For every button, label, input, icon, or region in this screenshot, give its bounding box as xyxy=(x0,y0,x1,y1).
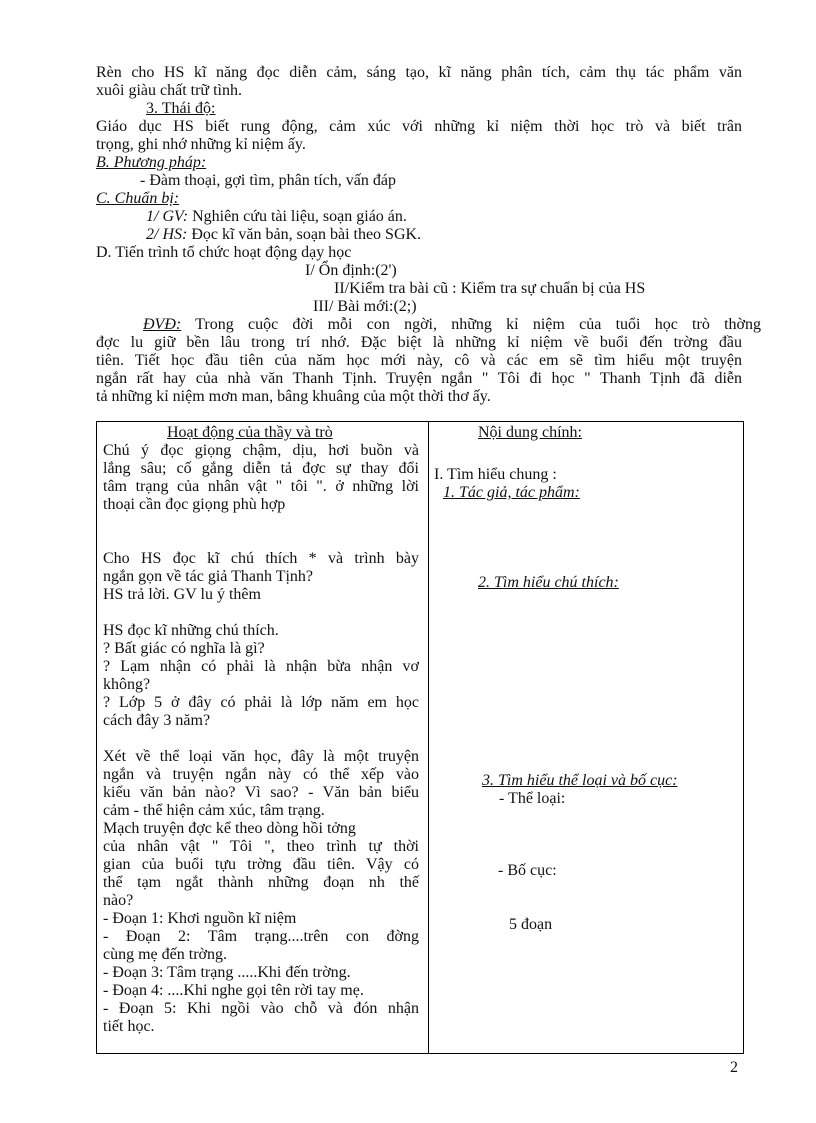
dvd-line: tả những kỉ niệm mơn man, bâng khuâng của một thời thơ ấy. xyxy=(96,388,491,405)
left-line: ? Bất giác có nghĩa là gì? xyxy=(103,640,265,657)
left-line: Xét về thể loại văn học, đây là một truyện xyxy=(103,748,419,765)
attitude-heading: 3. Thái độ: xyxy=(146,100,216,117)
step-check-old-lesson: II/Kiểm tra bài cũ : Kiểm tra sự chuẩn bị của HS xyxy=(334,280,646,297)
table-divider xyxy=(428,421,429,1054)
left-line: - Đoạn 4: ....Khi nghe gọi tên rời tay mẹ. xyxy=(103,982,364,999)
prep-gv-text: Nghiên cứu tài liệu, soạn giáo án. xyxy=(188,208,407,225)
left-line: - Đoạn 3: Tâm trạng .....Khi đến trờng. xyxy=(103,964,351,981)
left-line: không? xyxy=(103,676,151,693)
left-line: HS đọc kĩ những chú thích. xyxy=(103,622,279,639)
skill-line: xuôi giàu chất trữ tình. xyxy=(96,82,242,99)
prep-hs-text: Đọc kĩ văn bản, soạn bài theo SGK. xyxy=(187,226,422,243)
left-line: kiểu văn bản nào? Vì sao? - Văn bản biểu xyxy=(103,784,419,801)
right-column-header: Nội dung chính: xyxy=(478,424,582,441)
right-sub-author-work: 1. Tác giả, tác phẩm: xyxy=(443,484,580,501)
skill-line: Rèn cho HS kĩ năng đọc diễn cảm, sáng tạo, kĩ năng phân tích, cảm thụ tác phẩm văn xyxy=(96,64,742,81)
process-heading: D. Tiến trình tổ chức hoạt động dạy học xyxy=(96,244,352,261)
method-heading: B. Phương pháp: xyxy=(96,154,207,171)
left-line: - Đoạn 2: Tâm trạng....trên con đờng xyxy=(103,928,419,945)
left-line: gian của buổi tựu trờng đầu tiên. Vậy có xyxy=(103,856,419,873)
left-line: lắng sâu; cố gắng diễn tả đợc sự thay đổi xyxy=(103,460,419,477)
left-line: cùng mẹ đến trờng. xyxy=(103,946,227,963)
prep-gv xyxy=(146,208,407,226)
left-line: - Đoạn 5: Khi ngồi vào chỗ và đón nhận xyxy=(103,1000,419,1017)
left-line: thoại cần đọc giọng phù hợp xyxy=(103,496,286,513)
dvd-line xyxy=(143,316,761,334)
dvd-line: đợc lu giữ bền lâu trong trí nhớ. Đặc biệt là những kỉ niệm về buổi đến trờng đầu xyxy=(96,334,742,351)
left-line: HS trả lời. GV lu ý thêm xyxy=(103,586,261,603)
left-column-header: Hoạt động của thầy và trò xyxy=(167,424,333,441)
right-parts: 5 đoạn xyxy=(509,916,553,933)
left-line: tiết học. xyxy=(103,1018,155,1035)
left-line: Cho HS đọc kĩ chú thích * và trình bày xyxy=(103,550,419,567)
page-number: 2 xyxy=(730,1059,738,1076)
left-line: tâm trạng của nhân vật " tôi ". ở những lời xyxy=(103,478,419,495)
left-line: cảm - thể hiện cảm xúc, tâm trạng. xyxy=(103,802,325,819)
left-line: ngắn và truyện ngắn này có thể xếp vào xyxy=(103,766,419,783)
left-line: của nhân vật " Tôi ", theo trình tự thời xyxy=(103,838,419,855)
attitude-line: Giáo dục HS biết rung động, cảm xúc với những kỉ niệm thời học trò và biết trân xyxy=(96,118,742,135)
attitude-line: trọng, ghi nhớ những kỉ niệm ấy. xyxy=(96,136,306,153)
left-line: nào? xyxy=(103,892,134,909)
left-line: ? Lạm nhận có phải là nhận bừa nhận vơ xyxy=(103,658,419,675)
right-section-general: I. Tìm hiểu chung : xyxy=(434,466,557,483)
step-new-lesson: III/ Bài mới:(2;) xyxy=(313,298,417,315)
prep-heading: C. Chuẩn bị: xyxy=(96,190,180,207)
left-line: cách đây 3 năm? xyxy=(103,712,211,729)
right-layout: - Bố cục: xyxy=(498,862,557,879)
dvd-label: ĐVĐ: xyxy=(143,316,182,333)
left-line: ? Lớp 5 ở đây có phải là lớp năm em học xyxy=(103,694,419,711)
left-column xyxy=(103,442,419,1042)
right-sub-genre-structure: 3. Tìm hiểu thể loại và bố cục: xyxy=(482,772,678,789)
dvd-line: ngắn rất hay của nhà văn Thanh Tịnh. Truyện ngắn " Tôi đi học " Thanh Tịnh đã diễn xyxy=(96,370,742,387)
step-stabilize: I/ Ổn định:(2') xyxy=(305,262,397,279)
left-line: ngắn gọn về tác giả Thanh Tịnh? xyxy=(103,568,314,585)
dvd-line: tiên. Tiết học đầu tiên của năm học mới này, cô và các em sẽ tìm hiểu một truyện xyxy=(96,352,742,369)
dvd-text: Trong cuộc đời mỗi con ngời, những kỉ niệm của tuổi học trò thờng xyxy=(181,316,761,333)
left-line: Chú ý đọc giọng chậm, dịu, hơi buồn và xyxy=(103,442,419,459)
left-line: thể tạm ngắt thành những đoạn nh thế xyxy=(103,874,419,891)
left-line: - Đoạn 1: Khơi nguồn kĩ niệm xyxy=(103,910,297,927)
method-text: - Đàm thoại, gợi tìm, phân tích, vấn đáp xyxy=(140,172,396,189)
prep-gv-label: 1/ GV: xyxy=(146,208,189,225)
left-line: Mạch truyện đợc kể theo dòng hồi tởng xyxy=(103,820,356,837)
prep-hs-label: 2/ HS: xyxy=(146,226,188,243)
prep-hs xyxy=(146,226,421,244)
right-genre: - Thể loại: xyxy=(499,790,566,807)
right-sub-annotations: 2. Tìm hiểu chú thích: xyxy=(478,574,619,591)
